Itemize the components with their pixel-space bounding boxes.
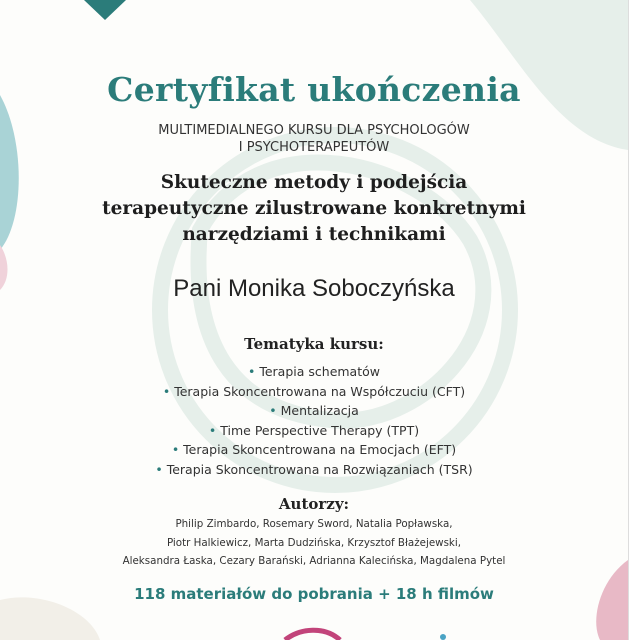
course-title <box>0 170 628 248</box>
certificate-title: Certyfikat ukończenia <box>107 70 521 109</box>
materials-summary: 118 materiałów do pobrania + 18 h filmów <box>134 585 494 603</box>
course-title-line: narzędziami i technikami <box>182 224 446 245</box>
topic-item: • Mentalizacja <box>0 401 628 421</box>
topic-item: • Terapia Skoncentrowana na Rozwiązaniach (TSR) <box>0 460 628 480</box>
topic-item: • Time Perspective Therapy (TPT) <box>0 421 628 441</box>
topic-item: • Terapia Skoncentrowana na Współczuciu (CFT) <box>0 382 628 402</box>
authors-line: Aleksandra Łaska, Cezary Barański, Adrianna Kalecińska, Magdalena Pytel <box>122 555 506 567</box>
authors-line: Piotr Halkiewicz, Marta Dudzińska, Krzysztof Błażejewski, <box>166 536 462 549</box>
authors-list <box>0 515 628 571</box>
topics-heading: Tematyka kursu: <box>244 335 384 353</box>
authors-line: Philip Zimbardo, Rosemary Sword, Natalia Popławska, <box>175 518 453 530</box>
teal-triangle-decoration <box>84 0 126 20</box>
certificate-subtitle <box>0 122 628 156</box>
course-title-line: Skuteczne metody i podejścia <box>160 172 468 193</box>
subtitle-line: MULTIMEDIALNEGO KURSU DLA PSYCHOLOGÓW <box>158 123 470 138</box>
bottom-logo-dot <box>440 634 446 640</box>
page-edge <box>628 0 640 640</box>
bottom-logo-fragment <box>285 630 340 640</box>
authors-heading: Autorzy: <box>278 495 350 513</box>
topics-list <box>0 362 628 479</box>
subtitle-line: I PSYCHOTERAPEUTÓW <box>238 140 390 155</box>
course-title-line: terapeutyczne zilustrowane konkretnymi <box>102 198 526 219</box>
topic-item: • Terapia schematów <box>0 362 628 382</box>
recipient-name: Pani Monika Soboczyńska <box>173 275 455 302</box>
topic-item: • Terapia Skoncentrowana na Emocjach (EFT) <box>0 440 628 460</box>
